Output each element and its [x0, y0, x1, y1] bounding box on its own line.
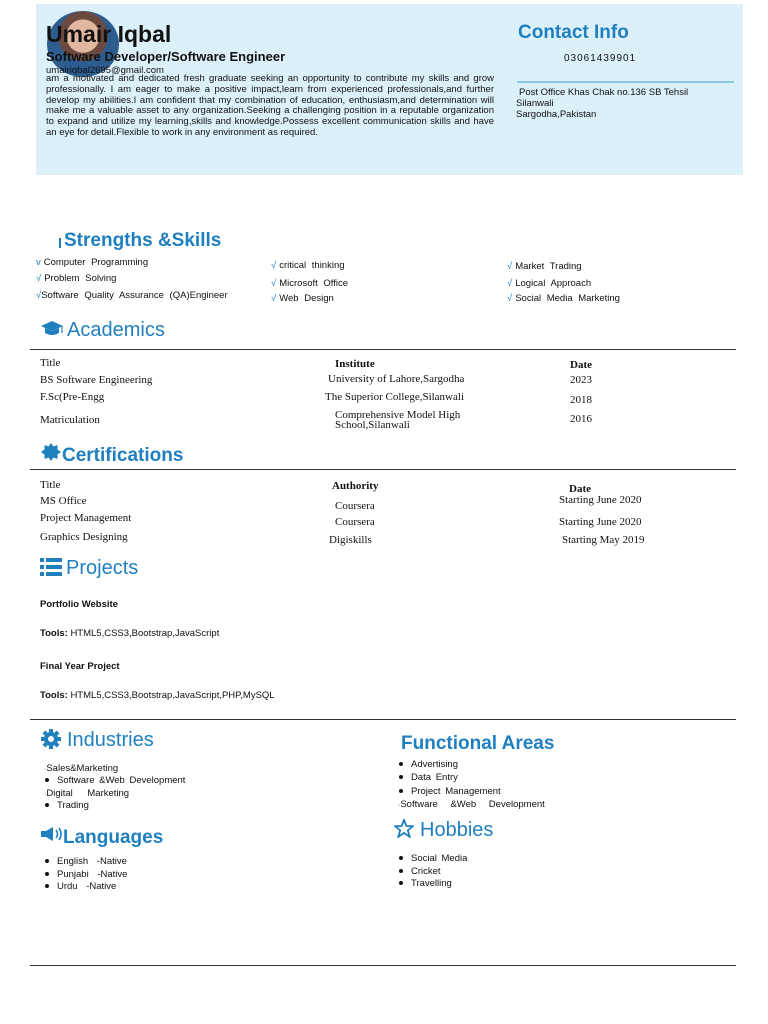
certification-row-date: Starting May 2019 — [562, 534, 645, 546]
functional-area-item: ·Software &Web Development — [398, 799, 545, 810]
skill-item: v Computer Programming — [36, 257, 149, 268]
academics-row-title: BS Software Engineering — [40, 374, 153, 386]
certification-row-title: Graphics Designing — [40, 531, 128, 543]
skill-item: √ Problem Solving — [36, 273, 117, 284]
language-item: Urdu -Native — [45, 881, 116, 892]
certifications-divider — [30, 469, 736, 470]
academics-row-date: 2018 — [570, 394, 592, 406]
academics-header-institute: Institute — [335, 358, 375, 370]
projects-divider — [30, 719, 736, 720]
list-icon — [40, 557, 62, 577]
certifications-header-date: Date — [569, 483, 591, 495]
academics-row-title: F.Sc(Pre-Engg — [40, 391, 105, 403]
academics-row-date: 2023 — [570, 374, 592, 386]
certification-row-title: Project Management — [40, 512, 132, 524]
functional-area-item: Project Management — [399, 786, 501, 797]
projects-heading: Projects — [66, 557, 139, 579]
skills-heading: Strengths &Skills — [64, 230, 222, 251]
skill-item: √ critical thinking — [271, 260, 345, 271]
functional-areas-heading: Functional Areas — [401, 733, 555, 754]
star-icon — [394, 819, 414, 838]
certification-row-authority: Digiskills — [329, 534, 372, 546]
skill-item: √ Web Design — [271, 293, 334, 304]
profile-summary: am a motivated and dedicated fresh graduate seeking an opportunity to contribute my skills and grow professionally. I am eager to make a positive impact,learn from experienced professionals,and further develop my abilities.I am confident that my combination of education, enthusiasm,and determination will make me a valuable asset to any organization.Seeking a challenging position in a reputable organization to expand and utilize my learning,skills and knowledge.Possess excellent communication skills and have an eye for detail.Flexible to work in any environment as required. — [46, 73, 494, 138]
project-name: Portfolio Website — [40, 599, 118, 610]
academics-row-institute: Comprehensive Model High School,Silanwali — [335, 409, 461, 431]
megaphone-icon — [41, 826, 63, 842]
footer-divider — [30, 965, 736, 966]
graduation-cap-icon — [40, 320, 64, 338]
skills-marker-icon — [59, 238, 61, 248]
skill-item: √ Social Media Marketing — [507, 293, 620, 304]
job-title: Software Developer/Software Engineer — [46, 49, 286, 64]
hobby-item: Social Media — [399, 853, 467, 864]
project-tools: Tools: HTML5,CSS3,Bootstrap,JavaScript — [40, 628, 220, 639]
certification-row-authority: Coursera — [335, 516, 375, 528]
project-name: Final Year Project — [40, 661, 120, 672]
academics-row-institute: University of Lahore,Sargodha — [328, 373, 465, 385]
industry-item: Software &Web Development — [45, 775, 185, 786]
languages-heading: Languages — [63, 827, 164, 848]
academics-row-institute: The Superior College,Silanwali — [325, 391, 464, 403]
address-block — [516, 87, 721, 120]
skill-item: √ Microsoft Office — [271, 278, 349, 289]
hobby-item: Travelling — [399, 878, 452, 889]
badge-icon — [41, 443, 61, 463]
skill-item: √ Logical Approach — [507, 278, 592, 289]
candidate-name: Umair Iqbal — [46, 21, 172, 47]
academics-heading: Academics — [67, 319, 165, 341]
phone-number: 03061439901 — [564, 53, 637, 64]
skill-item: √Software Quality Assurance (QA)Engineer — [36, 290, 228, 301]
certification-row-authority: Coursera — [335, 500, 375, 512]
academics-header-date: Date — [570, 359, 592, 371]
certifications-heading: Certifications — [62, 445, 184, 466]
certifications-header-title: Title — [40, 479, 61, 491]
gear-icon — [41, 729, 61, 749]
project-tools: Tools: HTML5,CSS3,Bootstrap,JavaScript,PHP,MySQL — [40, 690, 275, 701]
address-text: Post Office Khas Chak no.136 SB Tehsil Silanwali — [516, 87, 689, 109]
email-link[interactable]: umairiqbal2695@gmail.com — [46, 65, 164, 76]
contact-info-heading: Contact Info — [518, 22, 629, 43]
industry-item: ·Digital Marketing — [44, 788, 130, 799]
functional-area-item: Advertising — [399, 759, 458, 770]
skill-item: √ Market Trading — [507, 261, 582, 272]
language-item: Punjabi -Native — [45, 869, 127, 880]
hobby-item: Cricket — [399, 866, 441, 877]
contact-divider — [517, 81, 734, 83]
academics-header-title: Title — [40, 357, 61, 369]
hobbies-heading: Hobbies — [420, 819, 494, 841]
academics-row-date: 2016 — [570, 413, 592, 425]
address-city: Sargodha,Pakistan — [516, 109, 597, 120]
certification-row-title: MS Office — [40, 495, 87, 507]
certifications-header-authority: Authority — [332, 480, 379, 492]
certification-row-date: Starting June 2020 — [559, 494, 642, 506]
academics-divider — [30, 349, 736, 350]
language-item: English -Native — [45, 856, 127, 867]
industries-heading: Industries — [67, 729, 154, 751]
academics-row-title: Matriculation — [40, 414, 100, 426]
certification-row-date: Starting June 2020 — [559, 516, 642, 528]
functional-area-item: Data Entry — [399, 772, 458, 783]
industry-item: ·Sales&Marketing — [44, 763, 119, 774]
industry-item: Trading — [45, 800, 89, 811]
